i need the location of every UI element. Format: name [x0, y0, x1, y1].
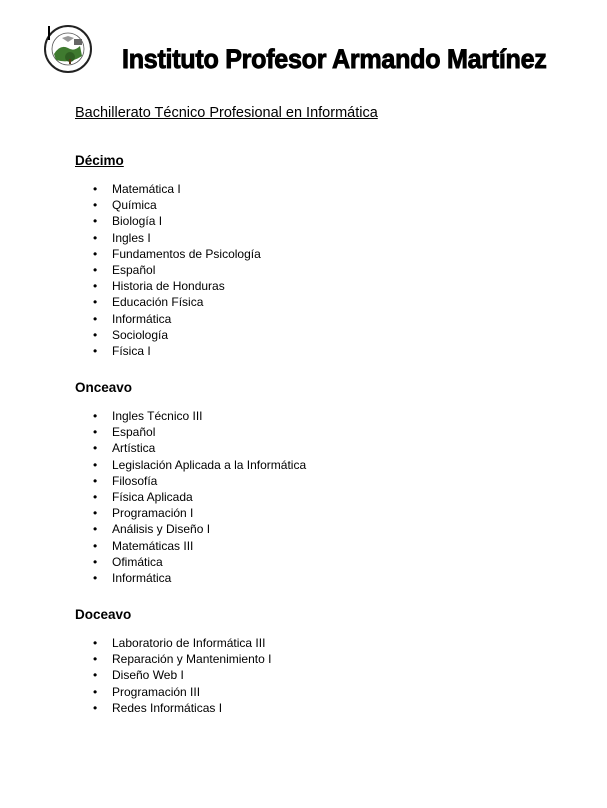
bullet-icon: •: [93, 538, 98, 553]
bullet-icon: •: [93, 214, 98, 229]
bullet-icon: •: [93, 263, 98, 278]
course-item: [75, 213, 261, 229]
bullet-icon: •: [93, 700, 98, 715]
bullet-icon: •: [93, 473, 98, 488]
bullet-icon: •: [93, 490, 98, 505]
course-name: Educación Física: [112, 295, 204, 310]
course-name: Matemáticas III: [112, 538, 194, 553]
course-item: [75, 311, 261, 327]
bullet-icon: •: [93, 506, 98, 521]
course-item: [75, 294, 261, 310]
course-item: [75, 667, 271, 683]
course-name: Legislación Aplicada a la Informática: [112, 457, 307, 472]
bullet-icon: •: [93, 668, 98, 683]
bullet-icon: •: [93, 425, 98, 440]
bullet-icon: •: [93, 295, 98, 310]
course-item: [75, 424, 306, 440]
course-item: [75, 457, 306, 473]
bullet-icon: •: [93, 522, 98, 537]
course-name: Análisis y Diseño I: [112, 522, 211, 537]
bullet-icon: •: [93, 409, 98, 423]
course-item: [75, 635, 271, 651]
course-item: [75, 473, 306, 489]
bullet-icon: •: [93, 230, 98, 245]
bullet-icon: •: [93, 652, 98, 667]
course-name: Diseño Web I: [112, 668, 184, 683]
section-doceavo: [75, 607, 271, 716]
bullet-icon: •: [93, 636, 98, 650]
course-item: [75, 246, 261, 262]
course-name: Español: [112, 263, 156, 278]
course-item: [75, 538, 306, 554]
course-item: [75, 489, 306, 505]
bullet-icon: •: [93, 571, 98, 586]
course-name: Filosofía: [112, 473, 158, 488]
bullet-icon: •: [93, 441, 98, 456]
course-name: Biología I: [112, 214, 163, 229]
course-list: [75, 181, 261, 359]
course-item: [75, 181, 261, 197]
bullet-icon: •: [93, 457, 98, 472]
course-name: Informática: [112, 311, 172, 326]
section-title: Onceavo: [75, 380, 133, 395]
program-title: Bachillerato Técnico Profesional en Informática: [75, 105, 378, 121]
section-title: Doceavo: [75, 607, 132, 622]
bullet-icon: •: [93, 279, 98, 294]
bullet-icon: •: [93, 246, 98, 261]
bullet-icon: •: [93, 311, 98, 326]
section-decimo: [75, 153, 261, 359]
course-item: [75, 521, 306, 537]
course-item: [75, 505, 306, 521]
institution-name: Instituto Profesor Armando Martínez: [122, 44, 547, 74]
institution-logo: [40, 24, 96, 74]
course-item: [75, 262, 261, 278]
course-list: [75, 635, 271, 716]
course-item: [75, 327, 261, 343]
course-item: [75, 230, 261, 246]
course-name: Programación III: [112, 684, 201, 699]
course-list: [75, 408, 306, 586]
course-name: Física I: [112, 344, 151, 359]
course-name: Informática: [112, 571, 172, 586]
bullet-icon: •: [93, 554, 98, 569]
course-name: Artística: [112, 441, 156, 456]
course-name: Química: [112, 198, 157, 213]
section-onceavo: [75, 380, 306, 586]
section-title: Décimo: [75, 153, 124, 168]
course-name: Programación I: [112, 506, 194, 521]
course-name: Reparación y Mantenimiento I: [112, 652, 272, 667]
course-item: [75, 440, 306, 456]
course-name: Ingles I: [112, 230, 151, 245]
course-name: Ingles Técnico III: [112, 409, 203, 423]
course-item: [75, 700, 271, 716]
course-item: [75, 278, 261, 294]
course-name: Historia de Honduras: [112, 279, 225, 294]
course-name: Redes Informáticas I: [112, 700, 223, 715]
course-item: [75, 197, 261, 213]
course-name: Español: [112, 425, 156, 440]
course-name: Ofimática: [112, 554, 163, 569]
course-name: Física Aplicada: [112, 490, 193, 505]
course-item: [75, 554, 306, 570]
bullet-icon: •: [93, 327, 98, 342]
bullet-icon: •: [93, 344, 98, 359]
course-item: [75, 651, 271, 667]
course-name: Fundamentos de Psicología: [112, 246, 261, 261]
course-item: [75, 343, 261, 359]
course-item: [75, 408, 306, 424]
bullet-icon: •: [93, 182, 98, 196]
course-item: [75, 684, 271, 700]
course-name: Laboratorio de Informática III: [112, 636, 266, 650]
course-item: [75, 570, 306, 586]
course-name: Matemática I: [112, 182, 181, 196]
bullet-icon: •: [93, 684, 98, 699]
bullet-icon: •: [93, 198, 98, 213]
course-name: Sociología: [112, 327, 169, 342]
